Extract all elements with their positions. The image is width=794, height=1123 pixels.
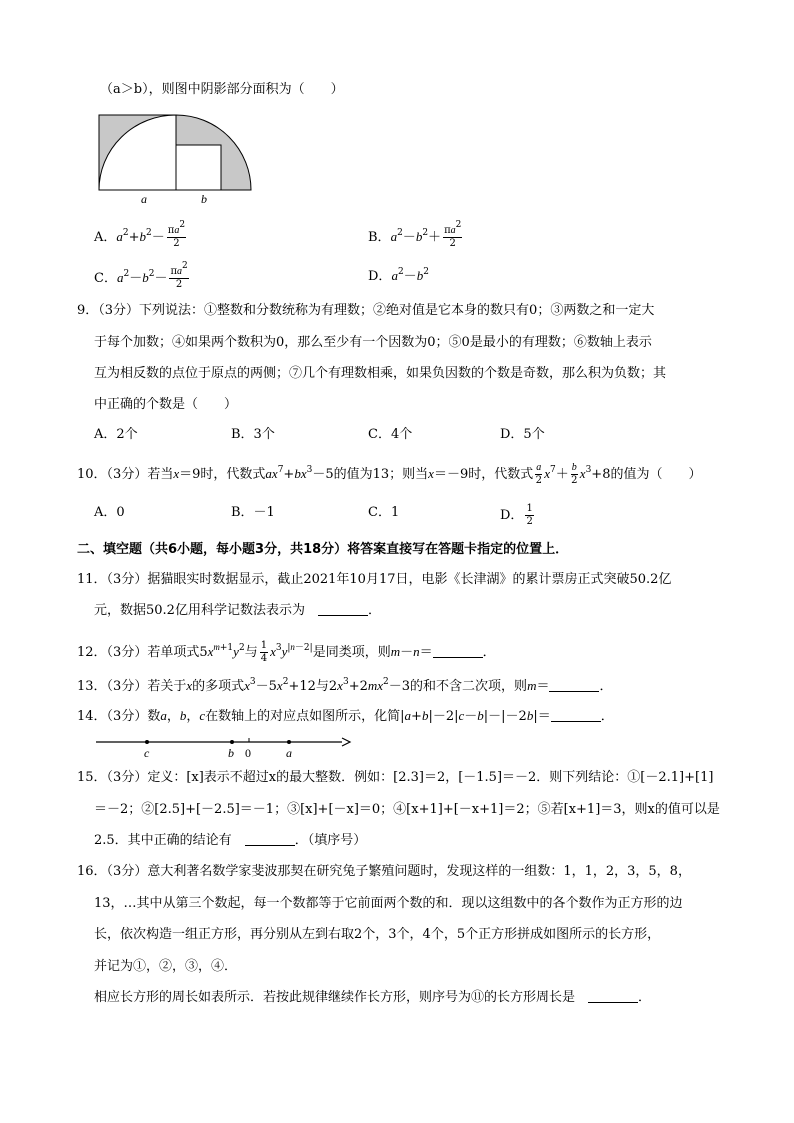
q9-option-b[interactable]: B．3个: [231, 427, 275, 442]
q8-option-a[interactable]: A．$a^2+b^2-$ $\frac{\pi a^2}{2}$: [94, 220, 186, 249]
q9-line-1: 9．（3分）下列说法：①整数和分数统称为有理数；②绝对值是它本身的数只有0；③两数之和一定大: [77, 303, 655, 318]
q13-stem: 13．（3分）若关于x的多项式$x^3-5x^2+12$与$2x^3+2mx^2-3$的和不含二次项，则m＝ ．: [77, 677, 613, 694]
arrow-head-icon: [342, 738, 350, 746]
q15-line-2: ＝－2；②[2.5]+[－2.5]＝－1；③[x]+[－x]＝0；④[x+1]+[－x+1]＝2；⑤若[x+1]＝3，则x的值可以是: [94, 802, 720, 817]
q14-answer-blank[interactable]: [551, 707, 601, 722]
q13-answer-blank[interactable]: [549, 677, 599, 692]
axis-label-zero: 0: [245, 746, 251, 760]
q8-option-c[interactable]: C．$a^2-b^2-$ $\frac{\pi a^2}{2}$: [94, 261, 188, 290]
q15-line-3: 2.5．其中正确的结论有 ．（填序号）: [94, 833, 367, 848]
q9-line-4: 中正确的个数是（ ）: [94, 397, 238, 412]
q14-number-line: [94, 732, 354, 760]
q8-figure: [96, 110, 256, 208]
label-b: b: [201, 192, 207, 206]
q9-option-d[interactable]: D．5个: [500, 427, 545, 442]
point-a: [287, 740, 291, 744]
q9-line-3: 互为相反数的点位于原点的两侧；⑦几个有理数相乘，如果负因数的个数是奇数，那么积为负数；其: [94, 366, 667, 381]
q9-line-2: 于每个加数；④如果两个数积为0，那么至少有一个因数为0；⑤0是最小的有理数；⑥数轴上表示: [94, 335, 652, 350]
q16-line-4: 并记为①，②，③，④．: [94, 959, 238, 974]
section-2-heading: 二、填空题（共6小题，每小题3分，共18分）将答案直接写在答题卡指定的位置上．: [77, 542, 569, 557]
q16-answer-blank[interactable]: [588, 988, 638, 1003]
inner-square: [176, 145, 221, 190]
q10-option-b[interactable]: B．－1: [231, 505, 275, 520]
q10-stem: 10．（3分）若当x＝9时，代数式$ax^7+bx^3-5$的值为13；则当x＝－9时，代数式 $\frac{a}{2}$ $x^7+$ $\frac{b}{2}$ $x^3+8$的值为（ ）: [77, 462, 702, 486]
q8-option-d[interactable]: D．$a^2-b^2$: [368, 267, 429, 284]
q16-line-1: 16．（3分）意大利著名数学家斐波那契在研究兔子繁殖问题时，发现这样的一组数：1，1，2，3，5，8，: [77, 864, 691, 879]
q11-line-2: 元，数据50.2亿用科学记数法表示为 ．: [94, 603, 381, 618]
q12-stem: 12．（3分）若单项式$5x^{m+1}y^2$与 $\frac{1}{4}$ $x^3y^{|n-2|}$是同类项，则m－n＝ ．: [77, 640, 496, 664]
point-b: [230, 740, 234, 744]
q10-option-a[interactable]: A．0: [94, 505, 125, 520]
point-c: [145, 740, 149, 744]
q11-answer-blank[interactable]: [318, 601, 368, 616]
q15-line-1: 15．（3分）定义：[x]表示不超过x的最大整数．例如：[2.3]＝2，[－1.5]＝－2．则下列结论：①[－2.1]+[1]: [77, 770, 714, 785]
q8-option-b[interactable]: B．$a^2-b^2+$ $\frac{\pi a^2}{2}$: [368, 220, 462, 249]
label-a: a: [141, 192, 147, 206]
axis-label-a: a: [286, 746, 292, 760]
q9-option-a[interactable]: A．2个: [94, 427, 138, 442]
q16-line-5: 相应长方形的周长如表所示．若按此规律继续作长方形，则序号为⑪的长方形周长是 ．: [94, 990, 652, 1005]
q12-answer-blank[interactable]: [433, 643, 483, 658]
axis-label-c: c: [144, 746, 150, 760]
q11-line-1: 11．（3分）据猫眼实时数据显示，截止2021年10月17日，电影《长津湖》的累计票房正式突破50.2亿: [77, 572, 672, 587]
q15-answer-blank[interactable]: [245, 831, 295, 846]
q14-stem: 14．（3分）数a，b，c在数轴上的对应点如图所示，化简|a+b|－2|c－b|－|－2b|＝ ．: [77, 708, 614, 724]
q10-option-d[interactable]: D． $\frac{1}{2}$: [500, 503, 533, 527]
axis-label-b: b: [228, 746, 234, 760]
q9-option-c[interactable]: C．4个: [368, 427, 413, 442]
q16-line-2: 13，…其中从第三个数起，每一个数都等于它前面两个数的和．现以这组数中的各个数作为正方形的边: [94, 896, 683, 911]
q10-option-c[interactable]: C．1: [368, 505, 400, 520]
q16-line-3: 长，依次构造一组正方形，再分别从左到右取2个，3个，4个，5个正方形拼成如图所示的长方形，: [94, 927, 661, 942]
q8-stem-tail: （a＞b），则图中阴影部分面积为（ ）: [100, 82, 344, 97]
